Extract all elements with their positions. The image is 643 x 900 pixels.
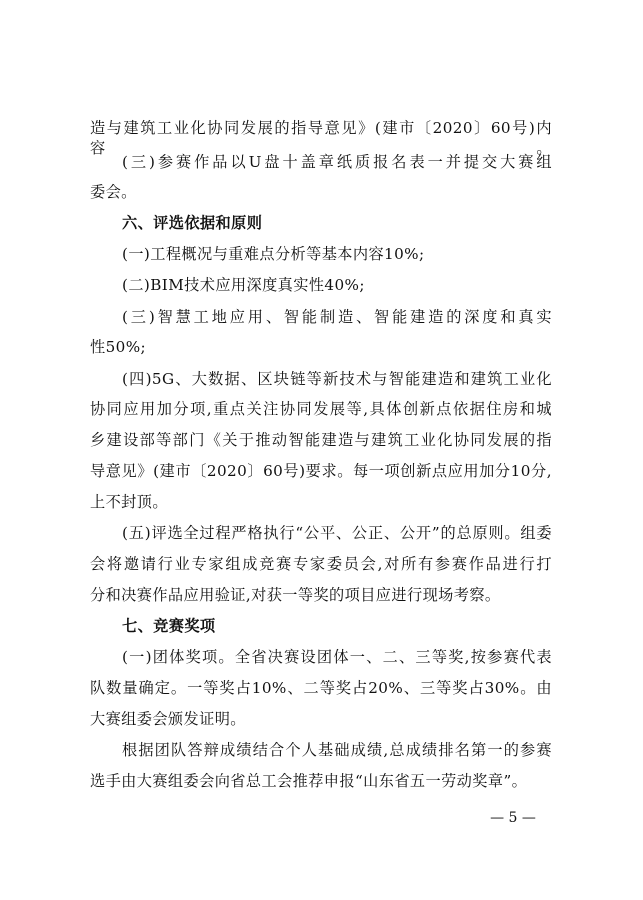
paragraph-line: (一)工程概况与重难点分析等基本内容10%;	[122, 245, 425, 263]
paragraph-line: 上不封顶。	[90, 493, 168, 511]
page-number: — 5 —	[490, 810, 536, 826]
paragraph-line: 分和决赛作品应用验证,对获一等奖的项目应进行现场考察。	[90, 586, 501, 604]
paragraph-line: 委会。	[90, 183, 137, 201]
paragraph-line: 乡建设部等部门《关于推动智能建造与建筑工业化协同发展的指	[90, 431, 552, 449]
paragraph-line: 协同应用加分项,重点关注协同发展等,具体创新点依据住房和城	[90, 400, 552, 418]
paragraph-line: 选手由大赛组委会向省总工会推荐申报“山东省五一劳动奖章”。	[90, 772, 528, 790]
paragraph-line: (四)5G、大数据、区块链等新技术与智能建造和建筑工业化	[122, 370, 552, 388]
paragraph-line: 队数量确定。一等奖占10%、二等奖占20%、三等奖占30%。由	[90, 679, 552, 697]
section-heading: 七、竞赛奖项	[122, 617, 216, 635]
paragraph-line: 造与建筑工业化协同发展的指导意见》(建市〔2020〕60号)内容。	[90, 119, 552, 157]
paragraph-line: 根据团队答辩成绩结合个人基础成绩,总成绩排名第一的参赛	[122, 741, 552, 759]
paragraph-line: 导意见》(建市〔2020〕60号)要求。每一项创新点应用加分10分,	[90, 462, 552, 480]
paragraph-line: 性50%;	[90, 338, 147, 356]
paragraph-line: 会将邀请行业专家组成竞赛专家委员会,对所有参赛作品进行打	[90, 555, 552, 573]
paragraph-line: (三)智慧工地应用、智能制造、智能建造的深度和真实	[122, 308, 552, 326]
paragraph-line: (二)BIM技术应用深度真实性40%;	[122, 276, 365, 294]
paragraph-line: (三)参赛作品以U盘十盖章纸质报名表一并提交大赛组	[122, 153, 552, 171]
paragraph-line: (五)评选全过程严格执行“公平、公正、公开”的总原则。组委	[122, 524, 552, 542]
section-heading: 六、评选依据和原则	[122, 214, 263, 232]
paragraph-line: 大赛组委会颁发证明。	[90, 710, 246, 728]
paragraph-line: (一)团体奖项。全省决赛设团体一、二、三等奖,按参赛代表	[122, 648, 552, 666]
